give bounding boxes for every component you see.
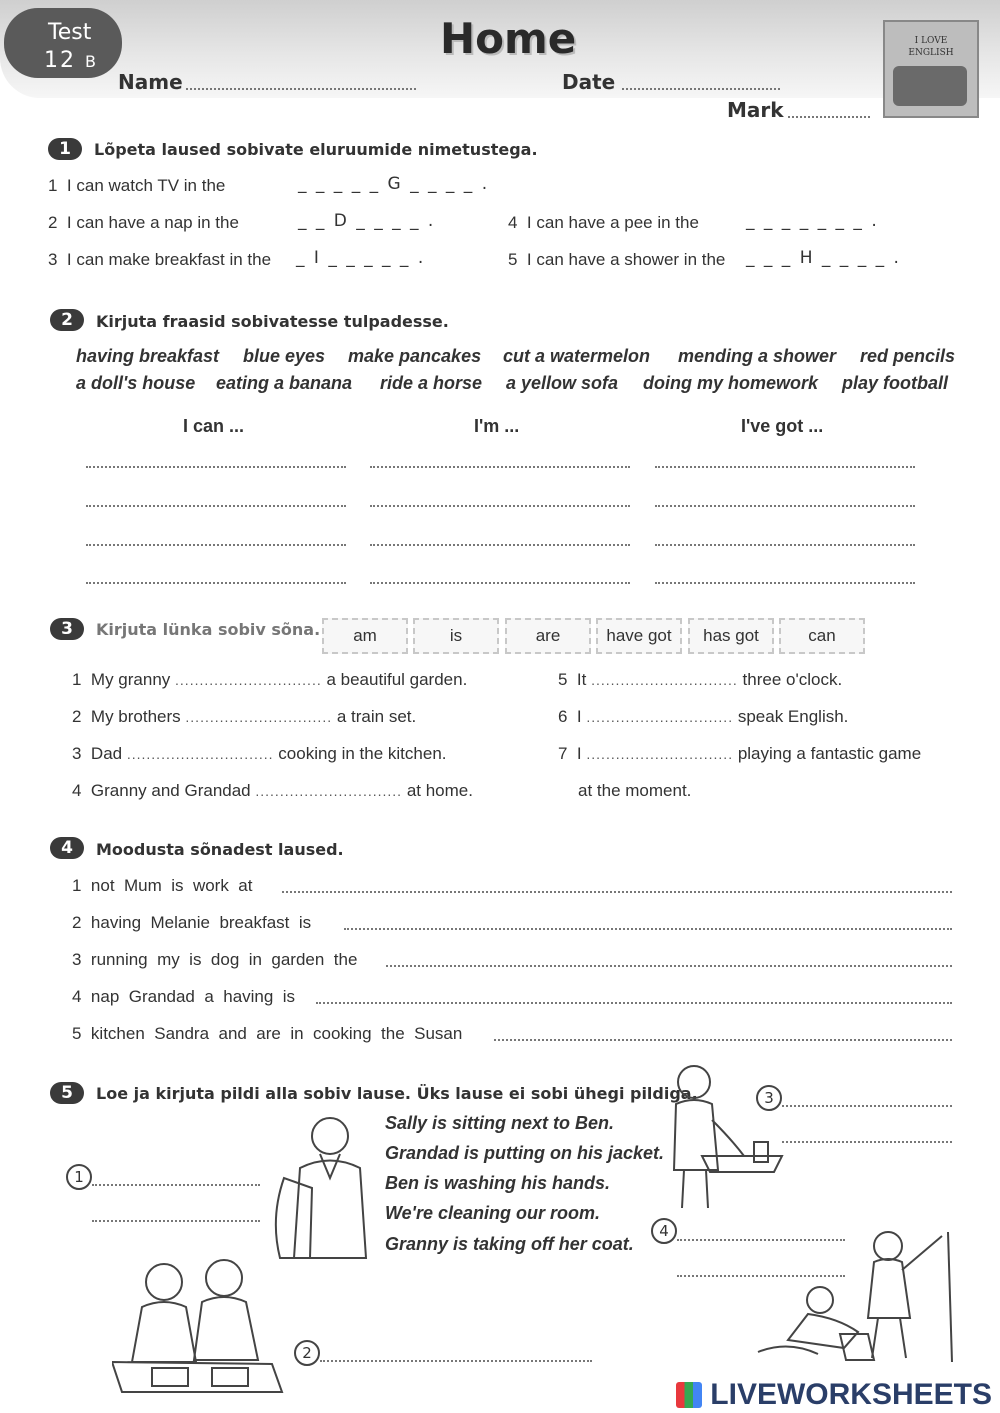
name-label: Name (118, 70, 183, 94)
answer-line[interactable] (86, 466, 346, 468)
phrase: mending a shower (678, 346, 837, 366)
ex4-item-1: 1 not Mum is work at (72, 876, 253, 895)
mark-label: Mark (727, 98, 784, 122)
answer-line[interactable] (494, 1039, 952, 1041)
exercise-2-number: 2 (50, 309, 84, 331)
answer-line[interactable] (655, 466, 915, 468)
ex3-item-5: 5 It .............................. three o'clock. (558, 670, 843, 689)
word-box-has-got: has got (688, 618, 774, 654)
liveworksheets-icon (676, 1382, 702, 1408)
ex4-item-2: 2 having Melanie breakfast is (72, 913, 312, 932)
exercise-3-number: 3 (50, 618, 84, 640)
exercise-4-title: Moodusta sõnadest laused. (96, 840, 344, 859)
blank[interactable]: .............................. (586, 746, 734, 762)
ex3-item-1: 1 My granny .............................. a beautiful garden. (72, 670, 468, 689)
exercise-1-title: Lõpeta laused sobivate eluruumide nimetustega. (94, 140, 538, 159)
picture-3-label: 3 (756, 1085, 782, 1111)
ex1-item-2-blanks[interactable]: _ _ D _ _ _ _ . (298, 211, 436, 231)
picture-4-label: 4 (651, 1218, 677, 1244)
ben-washing-hands-illustration (662, 1060, 792, 1210)
sentence: Granny is taking off her coat. (385, 1234, 634, 1254)
blank[interactable]: .............................. (175, 672, 322, 688)
blank[interactable]: .............................. (126, 746, 274, 762)
sentence: Grandad is putting on his jacket. (385, 1143, 665, 1163)
ex4-item-3: 3 running my is dog in garden the (72, 950, 358, 969)
date-field[interactable] (622, 88, 780, 90)
liveworksheets-logo: LIVEWORKSHEETS (676, 1378, 992, 1412)
phrase: having breakfast (76, 346, 220, 366)
answer-line[interactable] (370, 466, 630, 468)
cleaning-room-illustration (748, 1222, 978, 1372)
answer-line[interactable] (370, 582, 630, 584)
blank[interactable]: .............................. (591, 672, 738, 688)
sentence: Ben is washing his hands. (385, 1173, 611, 1193)
ex1-item-1-blanks[interactable]: _ _ _ _ _ G _ _ _ _ . (298, 174, 490, 194)
exercise-5-title: Loe ja kirjuta pildi alla sobiv lause. Üks lause ei sobi ühegi pildiga. (96, 1084, 698, 1103)
exercise-4-number: 4 (50, 837, 84, 859)
blank[interactable]: .............................. (185, 709, 333, 725)
ex4-item-5: 5 kitchen Sandra and are in cooking the Susan (72, 1024, 463, 1043)
ex1-item-3: 3 I can make breakfast in the (48, 250, 272, 269)
answer-line[interactable] (655, 582, 915, 584)
phrase: blue eyes (243, 346, 326, 366)
page-title: Home (440, 14, 577, 63)
ex3-item-3: 3 Dad .............................. cooking in the kitchen. (72, 744, 447, 763)
phrase: doing my homework (643, 373, 819, 393)
answer-line[interactable] (92, 1184, 260, 1186)
sentence: We're cleaning our room. (385, 1203, 600, 1223)
column-head-ive-got: I've got ... (741, 416, 824, 436)
answer-line[interactable] (370, 544, 630, 546)
bus-icon (893, 66, 967, 106)
answer-line[interactable] (92, 1220, 260, 1222)
word-box-are: are (505, 618, 591, 654)
sally-ben-illustration (112, 1252, 292, 1402)
blank[interactable]: .............................. (255, 783, 403, 799)
mark-field[interactable] (788, 116, 870, 118)
ex1-item-2: 2 I can have a nap in the (48, 213, 239, 232)
exercise-1-number: 1 (48, 138, 82, 160)
exercise-5-number: 5 (50, 1082, 84, 1104)
phrase: cut a watermelon (503, 346, 651, 366)
blank[interactable]: .............................. (586, 709, 734, 725)
ex1-item-4: 4 I can have a pee in the (508, 213, 699, 232)
word-box-am: am (322, 618, 408, 654)
phrase: eating a banana (216, 373, 353, 393)
date-label: Date (562, 70, 616, 94)
grandad-jacket-illustration (270, 1108, 380, 1268)
column-head-i-can: I can ... (183, 416, 245, 436)
phrase: make pancakes (348, 346, 482, 366)
book-title-top: I LOVE (914, 36, 948, 46)
ex1-item-5-blanks[interactable]: _ _ _ H _ _ _ _ . (746, 248, 901, 268)
picture-1-label: 1 (66, 1164, 92, 1190)
phrase: a doll's house (76, 373, 196, 393)
answer-line[interactable] (344, 928, 952, 930)
phrase: red pencils (860, 346, 956, 366)
badge-number: 12 B (44, 48, 98, 73)
column-head-im: I'm ... (474, 416, 520, 436)
ex3-item-4: 4 Granny and Grandad .............................. at home. (72, 781, 473, 800)
answer-line[interactable] (782, 1141, 952, 1143)
ex3-item-7: 7 I .............................. playing a fantastic game (558, 744, 922, 763)
ex3-item-7-cont: at the moment. (578, 781, 692, 800)
phrase: ride a horse (380, 373, 483, 393)
answer-line[interactable] (320, 1360, 592, 1362)
book-cover-image (883, 20, 979, 118)
ex3-item-6: 6 I .............................. speak English. (558, 707, 849, 726)
answer-line[interactable] (86, 544, 346, 546)
exercise-2-title: Kirjuta fraasid sobivatesse tulpadesse. (96, 312, 449, 331)
answer-line[interactable] (782, 1105, 952, 1107)
ex4-item-4: 4 nap Grandad a having is (72, 987, 296, 1006)
phrase: play football (842, 373, 949, 393)
name-field[interactable] (186, 88, 416, 90)
ex1-item-3-blanks[interactable]: _ I _ _ _ _ _ . (296, 248, 426, 268)
answer-line[interactable] (86, 505, 346, 507)
book-title-bottom: ENGLISH (908, 48, 954, 58)
word-box-can: can (779, 618, 865, 654)
sentence: Sally is sitting next to Ben. (385, 1113, 615, 1133)
answer-line[interactable] (386, 965, 952, 967)
ex1-item-1: 1 I can watch TV in the (48, 176, 226, 195)
answer-line[interactable] (282, 891, 952, 893)
word-box-is: is (413, 618, 499, 654)
ex1-item-5: 5 I can have a shower in the (508, 250, 726, 269)
answer-line[interactable] (655, 544, 915, 546)
answer-line[interactable] (86, 582, 346, 584)
answer-line[interactable] (655, 505, 915, 507)
badge-test-label: Test (48, 20, 92, 45)
answer-line[interactable] (316, 1002, 952, 1004)
answer-line[interactable] (370, 505, 630, 507)
test-badge (4, 8, 122, 78)
word-box-have-got: have got (596, 618, 682, 654)
ex1-item-4-blanks[interactable]: _ _ _ _ _ _ _ . (746, 211, 879, 231)
exercise-3-title: Kirjuta lünka sobiv sõna. (96, 620, 321, 639)
picture-2-label: 2 (294, 1340, 320, 1366)
phrase: a yellow sofa (506, 373, 619, 393)
ex3-item-2: 2 My brothers .............................. a train set. (72, 707, 417, 726)
